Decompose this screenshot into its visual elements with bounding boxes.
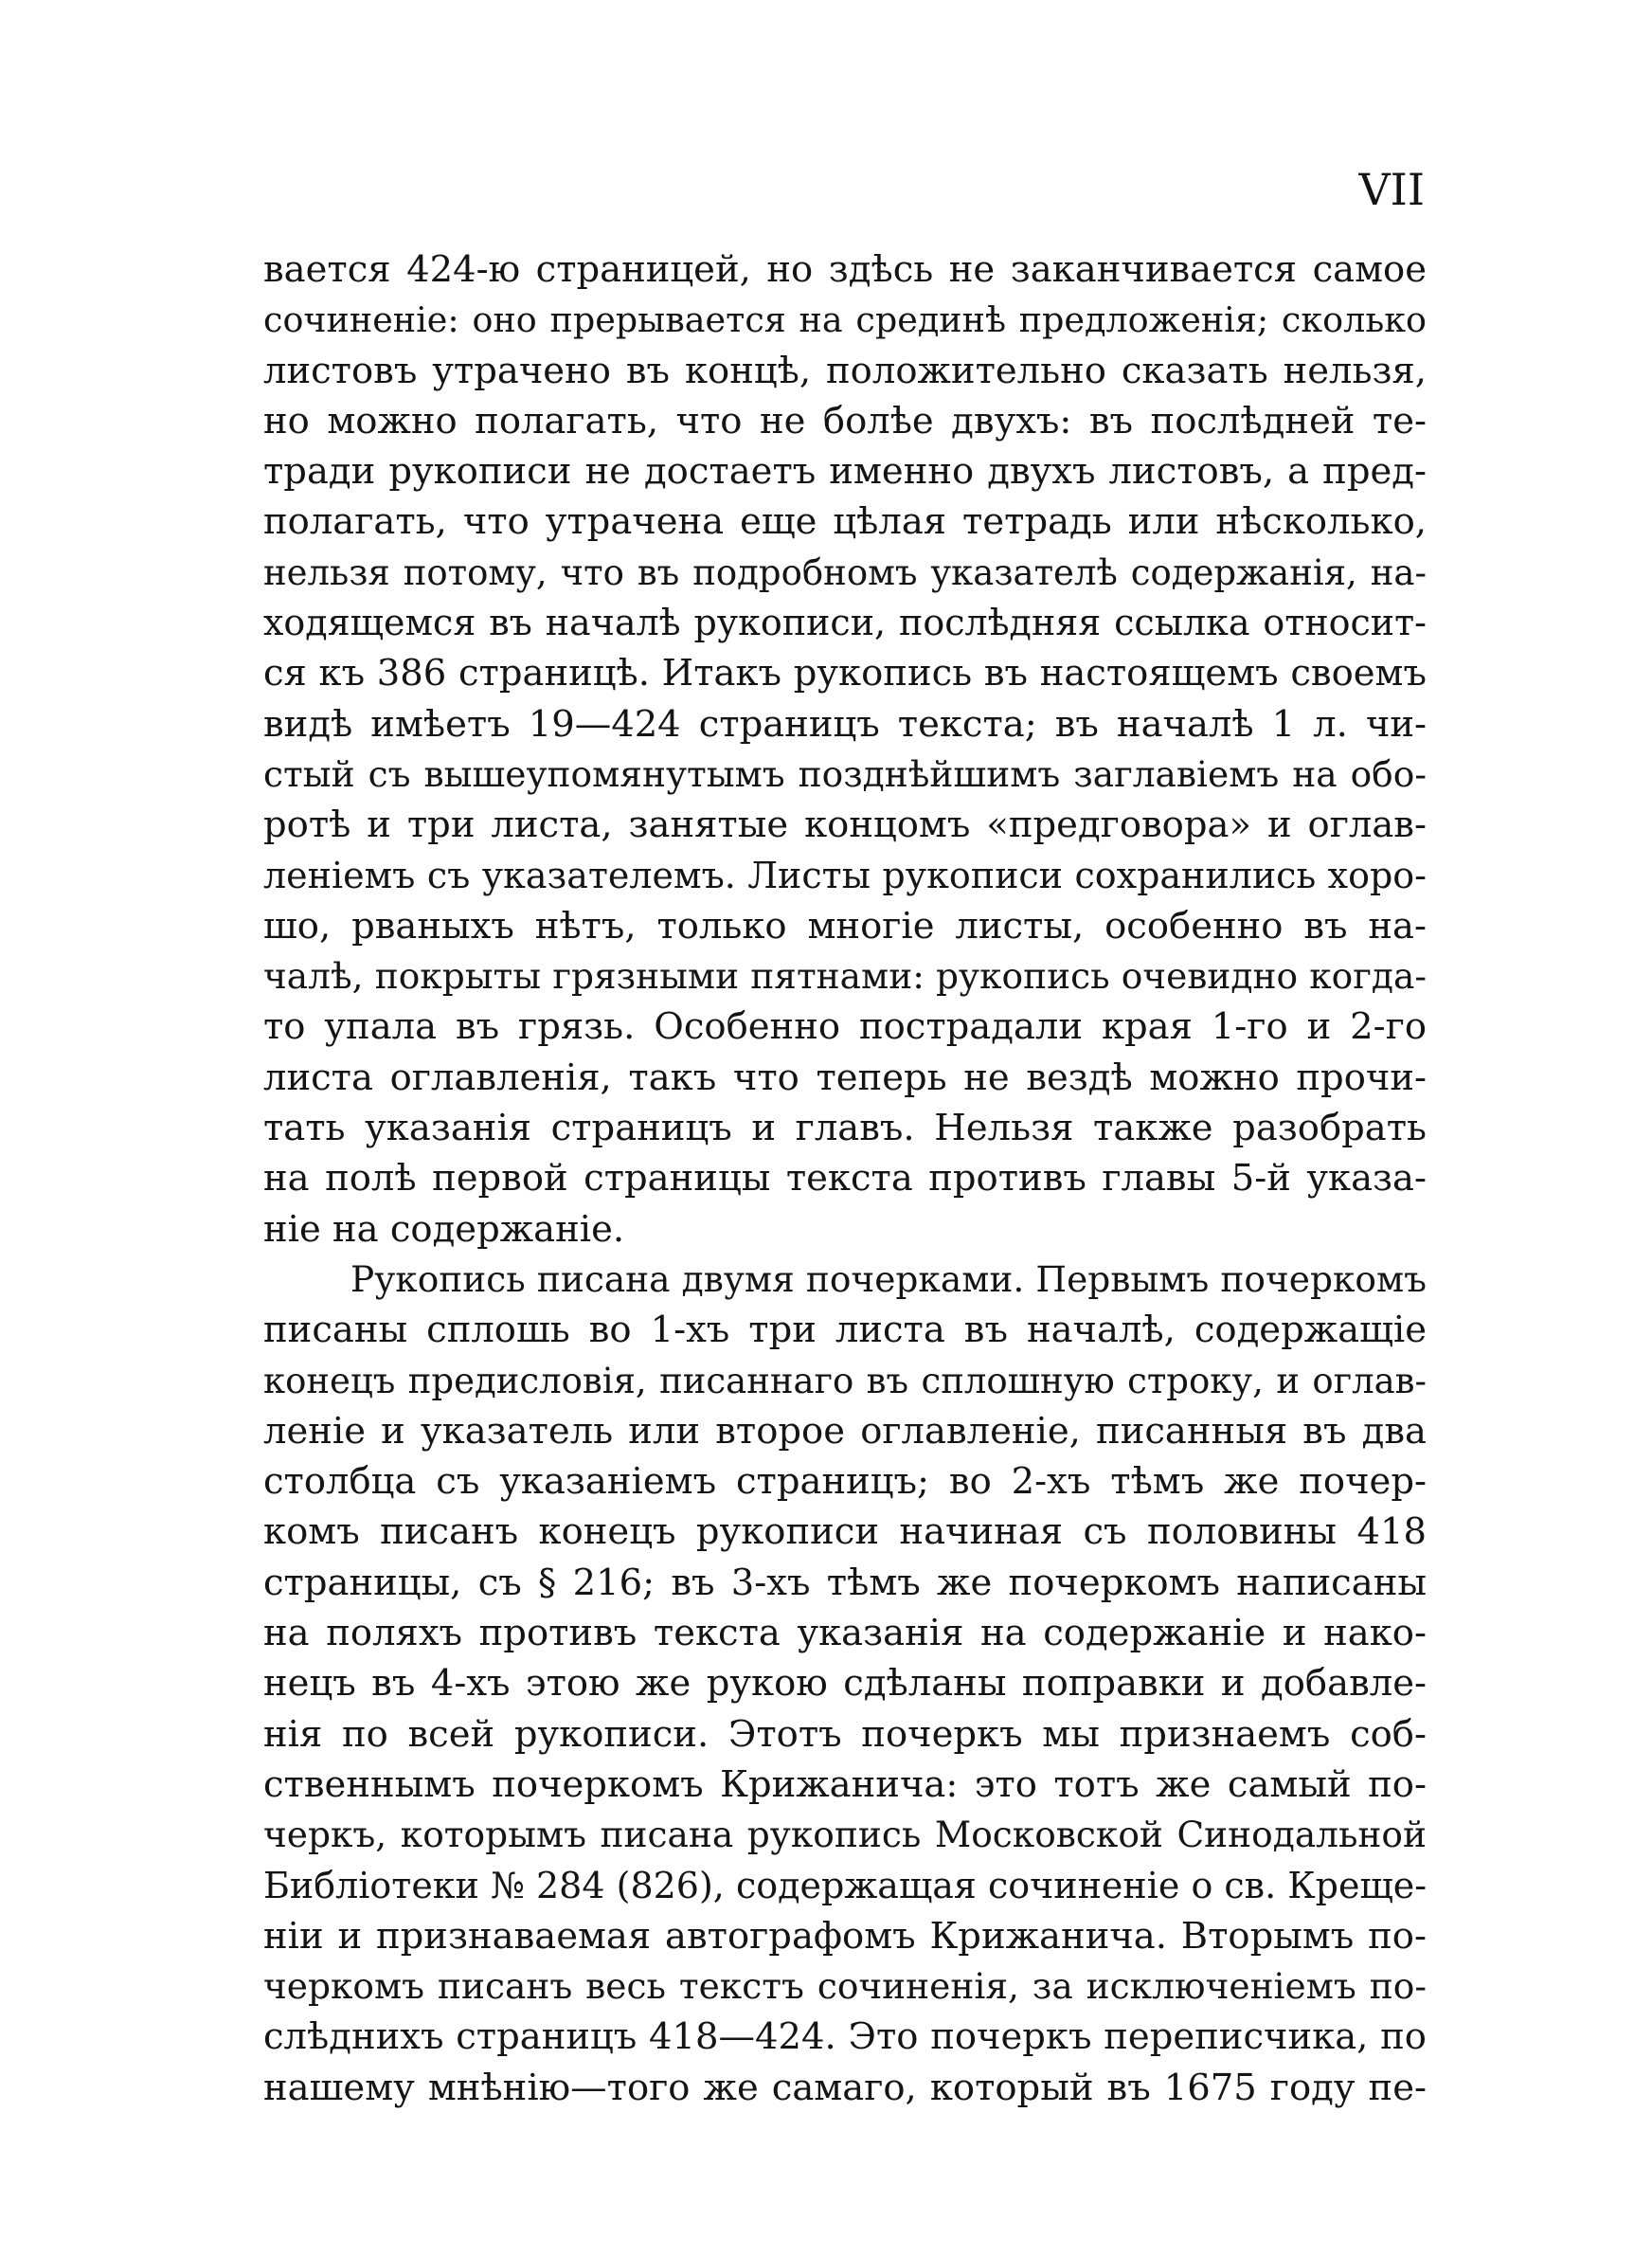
text-line: леніемъ съ указателемъ. Листы рукописи сохранились хоро-: [263, 854, 1427, 896]
text-line: листовъ утрачено въ концѣ, положительно сказать нельзя,: [263, 349, 1427, 392]
paragraph: [263, 244, 1427, 1255]
text-line: ся къ 386 страницѣ. Итакъ рукопись въ настоящемъ своемъ: [263, 652, 1427, 695]
text-line: комъ писанъ конецъ рукописи начиная съ половины 418: [263, 1510, 1427, 1554]
text-line: ротѣ и три листа, занятые концомъ «предговора» и оглав-: [263, 803, 1427, 847]
text-line: нашему мнѣнію—того же самаго, который въ 1675 году пе-: [263, 2066, 1427, 2109]
text-line: полагать, что утрачена еще цѣлая тетрадь или нѣсколько,: [263, 500, 1427, 544]
text-line: то упала въ грязь. Особенно пострадали края 1-го и 2-го: [263, 1005, 1427, 1049]
text-line: стый съ вышеупомянутымъ позднѣйшимъ заглавіемъ на обо-: [263, 752, 1427, 795]
text-line: нецъ въ 4-хъ этою же рукою сдѣланы поправки и добавле-: [263, 1662, 1427, 1706]
text-line: листа оглавленія, такъ что теперь не вездѣ можно прочи-: [263, 1056, 1427, 1099]
text-line: тради рукописи не достаетъ именно двухъ листовъ, а пред-: [263, 450, 1427, 494]
text-line: тать указанія страницъ и главъ. Нельзя также разобрать: [263, 1107, 1427, 1150]
text-line: на полѣ первой страницы текста противъ главы 5-й указа-: [263, 1157, 1427, 1201]
text-line: ходящемся въ началѣ рукописи, послѣдняя ссылка относит-: [263, 602, 1427, 644]
text-line: чалѣ, покрыты грязными пятнами: рукопись очевидно когда-: [263, 955, 1427, 998]
text-line: ніи и признаваемая автографомъ Крижанича. Вторымъ по-: [263, 1914, 1427, 1958]
text-line: но можно полагать, что не болѣе двухъ: въ послѣдней те-: [263, 399, 1427, 442]
paragraph: [263, 1255, 1427, 2113]
text-line: видѣ имѣетъ 19—424 страницъ текста; въ началѣ 1 л. чи-: [263, 702, 1427, 746]
text-line: слѣднихъ страницъ 418—424. Это почеркъ переписчика, по: [263, 2015, 1427, 2059]
text-line: леніе и указатель или второе оглавленіе, писанныя въ два: [263, 1409, 1427, 1453]
page-number: VII: [1358, 164, 1425, 215]
text-line: ніе на содержаніе.: [263, 1207, 625, 1251]
text-line: ственнымъ почеркомъ Крижанича: это тотъ же самый по-: [263, 1762, 1427, 1806]
body-text: [263, 244, 1427, 2113]
text-line: черкомъ писанъ весь текстъ сочиненія, за исключеніемъ по-: [263, 1965, 1427, 2008]
text-line: черкъ, которымъ писана рукопись Московской Синодальной: [263, 1814, 1427, 1856]
text-line: столбца съ указаніемъ страницъ; во 2-хъ тѣмъ же почер-: [263, 1460, 1427, 1504]
text-line: шо, рваныхъ нѣтъ, только многіе листы, особенно въ на-: [263, 904, 1427, 948]
text-line: на поляхъ противъ текста указанія на содержаніе и нако-: [263, 1612, 1427, 1655]
text-line: Рукопись писана двумя почерками. Первымъ почеркомъ: [350, 1257, 1427, 1300]
text-line: конецъ предисловія, писаннаго въ сплошную строку, и оглав-: [263, 1360, 1427, 1401]
text-line: страницы, съ § 216; въ 3-хъ тѣмъ же почеркомъ написаны: [263, 1561, 1427, 1604]
text-line: писаны сплошь во 1-хъ три листа въ началѣ, содержащіе: [263, 1309, 1427, 1352]
text-line: вается 424-ю страницей, но здѣсь не заканчивается самое: [263, 248, 1427, 291]
text-line: Библіотеки № 284 (826), содержащая сочиненіе о св. Креще-: [263, 1864, 1428, 1906]
text-line: нія по всей рукописи. Этотъ почеркъ мы признаемъ соб-: [263, 1712, 1427, 1756]
text-line: сочиненіе: оно прерывается на срединѣ предложенія; сколько: [263, 299, 1427, 341]
text-line: нельзя потому, что въ подробномъ указателѣ содержанія, на-: [263, 551, 1427, 593]
